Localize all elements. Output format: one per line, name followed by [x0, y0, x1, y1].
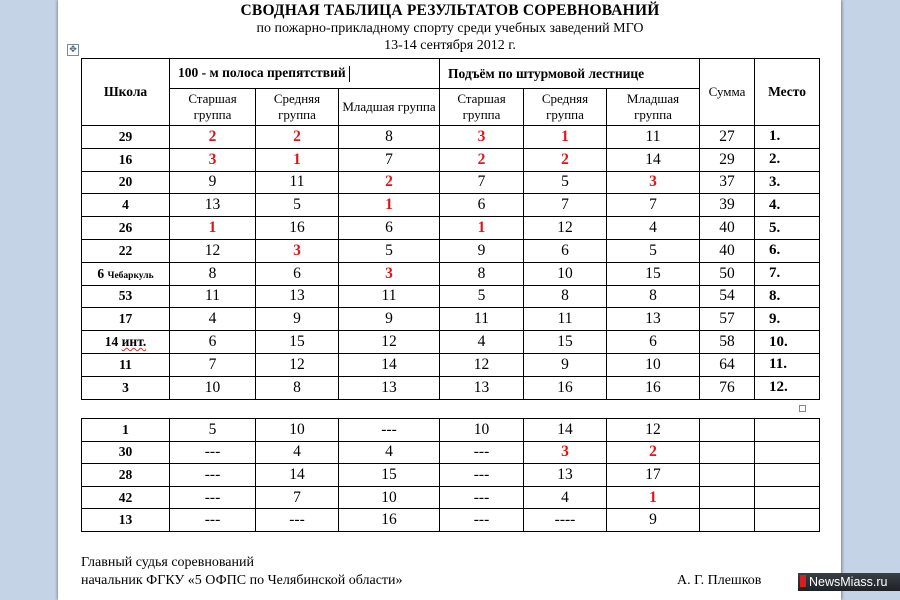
- place-cell: [755, 441, 820, 464]
- score-cell: 10: [256, 419, 339, 442]
- place-cell: 1.: [755, 126, 820, 149]
- score-cell: 8: [256, 376, 339, 399]
- score-cell: 13: [170, 194, 256, 217]
- score-cell: 14: [339, 353, 440, 376]
- score-cell: 16: [339, 509, 440, 532]
- school-cell: 22: [82, 239, 170, 262]
- score-cell: 14: [524, 419, 607, 442]
- table-row: [82, 239, 820, 262]
- score-cell: 2: [339, 171, 440, 194]
- score-cell: 16: [607, 376, 700, 399]
- table-row: [82, 262, 820, 285]
- score-cell: 10: [607, 353, 700, 376]
- sum-cell: 58: [700, 331, 755, 354]
- score-cell: 4: [524, 486, 607, 509]
- score-cell: ---: [440, 441, 524, 464]
- school-cell: 4: [82, 194, 170, 217]
- score-cell: 1: [607, 486, 700, 509]
- school-cell: 29: [82, 126, 170, 149]
- place-cell: [755, 464, 820, 487]
- header-obstacle-course: 100 - м полоса препятствий: [170, 59, 440, 89]
- score-cell: 5: [256, 194, 339, 217]
- table-row: [82, 353, 820, 376]
- school-cell: 3: [82, 376, 170, 399]
- score-cell: 12: [440, 353, 524, 376]
- score-cell: 3: [440, 126, 524, 149]
- score-cell: 4: [170, 308, 256, 331]
- place-cell: [755, 486, 820, 509]
- sum-cell: [700, 464, 755, 487]
- subheader-4: Средняя группа: [524, 89, 607, 126]
- place-cell: 6.: [755, 239, 820, 262]
- sum-cell: 27: [700, 126, 755, 149]
- score-cell: 4: [607, 217, 700, 240]
- subheader-2: Младшая группа: [339, 89, 440, 126]
- score-cell: 11: [607, 126, 700, 149]
- score-cell: ---: [170, 486, 256, 509]
- sum-cell: 64: [700, 353, 755, 376]
- score-cell: 6: [607, 331, 700, 354]
- score-cell: 7: [440, 171, 524, 194]
- score-cell: ---: [170, 441, 256, 464]
- score-cell: 3: [607, 171, 700, 194]
- score-cell: 3: [339, 262, 440, 285]
- score-cell: 7: [524, 194, 607, 217]
- school-cell: 1: [82, 419, 170, 442]
- score-cell: ---: [170, 464, 256, 487]
- score-cell: 4: [256, 441, 339, 464]
- school-cell: 13: [82, 509, 170, 532]
- school-cell: 30: [82, 441, 170, 464]
- footer-judge-position: начальник ФГКУ «5 ОФПС по Челябинской области»: [81, 573, 403, 588]
- score-cell: 6: [524, 239, 607, 262]
- score-cell: 6: [256, 262, 339, 285]
- header-school: Школа: [82, 59, 170, 126]
- place-cell: 7.: [755, 262, 820, 285]
- score-cell: ---: [440, 509, 524, 532]
- score-cell: 9: [170, 171, 256, 194]
- score-cell: 11: [524, 308, 607, 331]
- table-move-handle-icon[interactable]: ✥: [67, 44, 79, 56]
- header-place: Место: [755, 59, 820, 126]
- score-cell: ---: [170, 509, 256, 532]
- score-cell: 9: [256, 308, 339, 331]
- score-cell: 1: [170, 217, 256, 240]
- score-cell: ----: [524, 509, 607, 532]
- score-cell: 16: [256, 217, 339, 240]
- sum-cell: [700, 486, 755, 509]
- school-cell: 26: [82, 217, 170, 240]
- score-cell: 16: [524, 376, 607, 399]
- score-cell: 8: [170, 262, 256, 285]
- place-cell: 12.: [755, 376, 820, 399]
- score-cell: 1: [256, 148, 339, 171]
- score-cell: 9: [524, 353, 607, 376]
- table-row: [82, 171, 820, 194]
- place-cell: 5.: [755, 217, 820, 240]
- footer-signer: А. Г. Плешков: [677, 573, 762, 588]
- score-cell: 15: [256, 331, 339, 354]
- score-cell: 6: [440, 194, 524, 217]
- school-cell: 53: [82, 285, 170, 308]
- score-cell: 8: [339, 126, 440, 149]
- table-row: [82, 509, 820, 532]
- score-cell: 6: [339, 217, 440, 240]
- document-title: СВОДНАЯ ТАБЛИЦА РЕЗУЛЬТАТОВ СОРЕВНОВАНИЙ: [240, 2, 660, 19]
- score-cell: 17: [607, 464, 700, 487]
- score-cell: 11: [440, 308, 524, 331]
- table-row: [82, 419, 820, 442]
- score-cell: 8: [524, 285, 607, 308]
- score-cell: 13: [440, 376, 524, 399]
- school-cell: 11: [82, 353, 170, 376]
- sum-cell: 40: [700, 217, 755, 240]
- score-cell: 1: [440, 217, 524, 240]
- school-cell: 17: [82, 308, 170, 331]
- text-cursor: [349, 66, 350, 82]
- place-cell: 10.: [755, 331, 820, 354]
- score-cell: 8: [440, 262, 524, 285]
- score-cell: 5: [607, 239, 700, 262]
- score-cell: 11: [170, 285, 256, 308]
- score-cell: ---: [440, 486, 524, 509]
- table-row: [82, 217, 820, 240]
- score-cell: 12: [524, 217, 607, 240]
- score-cell: 15: [339, 464, 440, 487]
- school-cell: 16: [82, 148, 170, 171]
- score-cell: 12: [339, 331, 440, 354]
- score-cell: 4: [440, 331, 524, 354]
- table-row: [82, 126, 820, 149]
- place-cell: 3.: [755, 171, 820, 194]
- table-row: [82, 308, 820, 331]
- table-row: [82, 376, 820, 399]
- sum-cell: 50: [700, 262, 755, 285]
- score-cell: 9: [440, 239, 524, 262]
- score-cell: 13: [256, 285, 339, 308]
- score-cell: 2: [170, 126, 256, 149]
- header-sum: Сумма: [700, 59, 755, 126]
- subheader-5: Младшая группа: [607, 89, 700, 126]
- extra-results-table: [81, 418, 820, 532]
- school-cell: 28: [82, 464, 170, 487]
- footer-judge-title: Главный судья соревнований: [81, 555, 254, 570]
- score-cell: 5: [339, 239, 440, 262]
- sum-cell: 39: [700, 194, 755, 217]
- score-cell: 12: [607, 419, 700, 442]
- table-row: [82, 441, 820, 464]
- score-cell: 2: [524, 148, 607, 171]
- table-row: [82, 194, 820, 217]
- score-cell: 2: [440, 148, 524, 171]
- score-cell: 5: [440, 285, 524, 308]
- score-cell: 13: [524, 464, 607, 487]
- score-cell: 15: [524, 331, 607, 354]
- score-cell: 14: [607, 148, 700, 171]
- sum-cell: [700, 441, 755, 464]
- score-cell: 9: [607, 509, 700, 532]
- place-cell: 9.: [755, 308, 820, 331]
- score-cell: 10: [524, 262, 607, 285]
- table-row: [82, 464, 820, 487]
- place-cell: [755, 509, 820, 532]
- place-cell: 11.: [755, 353, 820, 376]
- score-cell: ---: [440, 464, 524, 487]
- watermark-logo-icon: [800, 575, 806, 587]
- score-cell: 15: [607, 262, 700, 285]
- score-cell: 3: [524, 441, 607, 464]
- score-cell: 6: [170, 331, 256, 354]
- score-cell: 5: [524, 171, 607, 194]
- score-cell: 2: [256, 126, 339, 149]
- sum-cell: 37: [700, 171, 755, 194]
- table-row: [82, 331, 820, 354]
- score-cell: 3: [170, 148, 256, 171]
- sum-cell: 54: [700, 285, 755, 308]
- score-cell: 13: [607, 308, 700, 331]
- score-cell: 14: [256, 464, 339, 487]
- table-row: [82, 285, 820, 308]
- site-watermark: NewsMiass.ru: [798, 573, 900, 591]
- table-resize-handle[interactable]: [799, 405, 806, 412]
- score-cell: 10: [440, 419, 524, 442]
- score-cell: 11: [256, 171, 339, 194]
- school-cell: 6 Чебаркуль: [82, 262, 170, 285]
- score-cell: 7: [607, 194, 700, 217]
- school-cell: 20: [82, 171, 170, 194]
- place-cell: 8.: [755, 285, 820, 308]
- table-row: [82, 148, 820, 171]
- sum-cell: [700, 509, 755, 532]
- subheader-1: Средняя группа: [256, 89, 339, 126]
- score-cell: 1: [339, 194, 440, 217]
- score-cell: 7: [256, 486, 339, 509]
- subheader-0: Старшая группа: [170, 89, 256, 126]
- score-cell: 8: [607, 285, 700, 308]
- score-cell: 2: [607, 441, 700, 464]
- sum-cell: 40: [700, 239, 755, 262]
- score-cell: 5: [170, 419, 256, 442]
- sum-cell: 57: [700, 308, 755, 331]
- sum-cell: 29: [700, 148, 755, 171]
- results-table: [81, 58, 820, 400]
- place-cell: 4.: [755, 194, 820, 217]
- sum-cell: [700, 419, 755, 442]
- score-cell: ---: [339, 419, 440, 442]
- sum-cell: 76: [700, 376, 755, 399]
- table-row: [82, 486, 820, 509]
- score-cell: 10: [170, 376, 256, 399]
- score-cell: 7: [170, 353, 256, 376]
- score-cell: 11: [339, 285, 440, 308]
- header-ladder-climb: Подъём по штурмовой лестнице: [440, 59, 700, 89]
- school-cell: 14 инт.: [82, 331, 170, 354]
- score-cell: 9: [339, 308, 440, 331]
- score-cell: 10: [339, 486, 440, 509]
- score-cell: 12: [170, 239, 256, 262]
- place-cell: 2.: [755, 148, 820, 171]
- document-dates: 13-14 сентября 2012 г.: [384, 38, 516, 53]
- score-cell: 1: [524, 126, 607, 149]
- score-cell: ---: [256, 509, 339, 532]
- score-cell: 3: [256, 239, 339, 262]
- score-cell: 7: [339, 148, 440, 171]
- place-cell: [755, 419, 820, 442]
- document-subtitle: по пожарно-прикладному спорту среди учебных заведений МГО: [256, 21, 644, 36]
- score-cell: 12: [256, 353, 339, 376]
- subheader-3: Старшая группа: [440, 89, 524, 126]
- school-cell: 42: [82, 486, 170, 509]
- score-cell: 13: [339, 376, 440, 399]
- score-cell: 4: [339, 441, 440, 464]
